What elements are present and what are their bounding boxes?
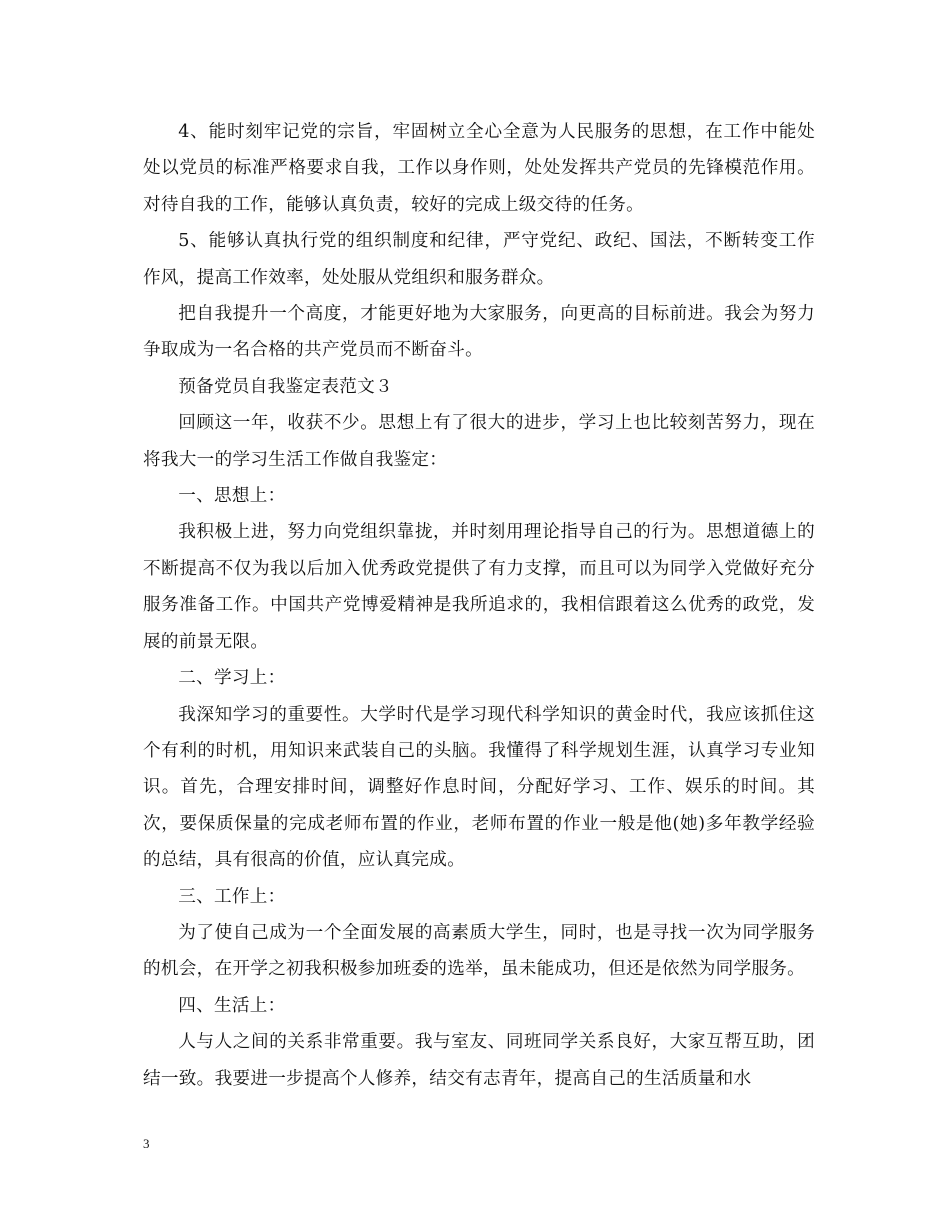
heading-study: 二、学习上： <box>178 668 286 689</box>
paragraph-study: 我深知学习的重要性。大学时代是学习现代科学知识的黄金时代，我应该抓住这个有利的时机，用知识来武装自己的头脑。我懂得了科学规划生涯，认真学习专业知识。首先，合理安排时间，调整好作息时间，分配好学习、工作、娱乐的时间。其次，要保质保量的完成老师布置的作业，老师布置的作业一般是他(她)多年教学经验的总结，具有很高的价值，应认真完成。 <box>143 704 815 871</box>
document-body <box>143 114 815 1097</box>
section-title-sample-3: 预备党员自我鉴定表范文３ <box>178 376 393 397</box>
heading-work: 三、工作上： <box>178 886 286 907</box>
paragraph-life: 人与人之间的关系非常重要。我与室友、同班同学关系良好，大家互帮互助，团结一致。我要进一步提高个人修养，结交有志青年，提高自己的生活质量和水 <box>143 1032 815 1089</box>
heading-thought: 一、思想上： <box>178 486 286 507</box>
paragraph-conclusion: 把自我提升一个高度，才能更好地为大家服务，向更高的目标前进。我会为努力争取成为一名合格的共产党员而不断奋斗。 <box>143 304 815 361</box>
paragraph-intro: 回顾这一年，收获不少。思想上有了很大的进步，学习上也比较刻苦努力，现在将我大一的学习生活工作做自我鉴定： <box>143 413 815 470</box>
paragraph-item-5: 5、能够认真执行党的组织制度和纪律，严守党纪、政纪、国法，不断转变工作作风，提高工作效率，处处服从党组织和服务群众。 <box>143 231 815 288</box>
page-number: 3 <box>143 1136 150 1151</box>
heading-life: 四、生活上： <box>178 995 286 1016</box>
paragraph-work: 为了使自己成为一个全面发展的高素质大学生，同时，也是寻找一次为同学服务的机会，在开学之初我积极参加班委的选举，虽未能成功，但还是依然为同学服务。 <box>143 922 815 980</box>
paragraph-thought: 我积极上进，努力向党组织靠拢，并时刻用理论指导自己的行为。思想道德上的不断提高不仅为我以后加入优秀政党提供了有力支撑，而且可以为同学入党做好充分服务准备工作。中国共产党博爱精神是我所追求的，我相信跟着这么优秀的政党，发展的前景无限。 <box>143 522 815 652</box>
paragraph-item-4: 4、能时刻牢记党的宗旨，牢固树立全心全意为人民服务的思想，在工作中能处处以党员的标准严格要求自我，工作以身作则，处处发挥共产党员的先锋模范作用。对待自我的工作，能够认真负责，较好的完成上级交待的任务。 <box>143 122 815 215</box>
